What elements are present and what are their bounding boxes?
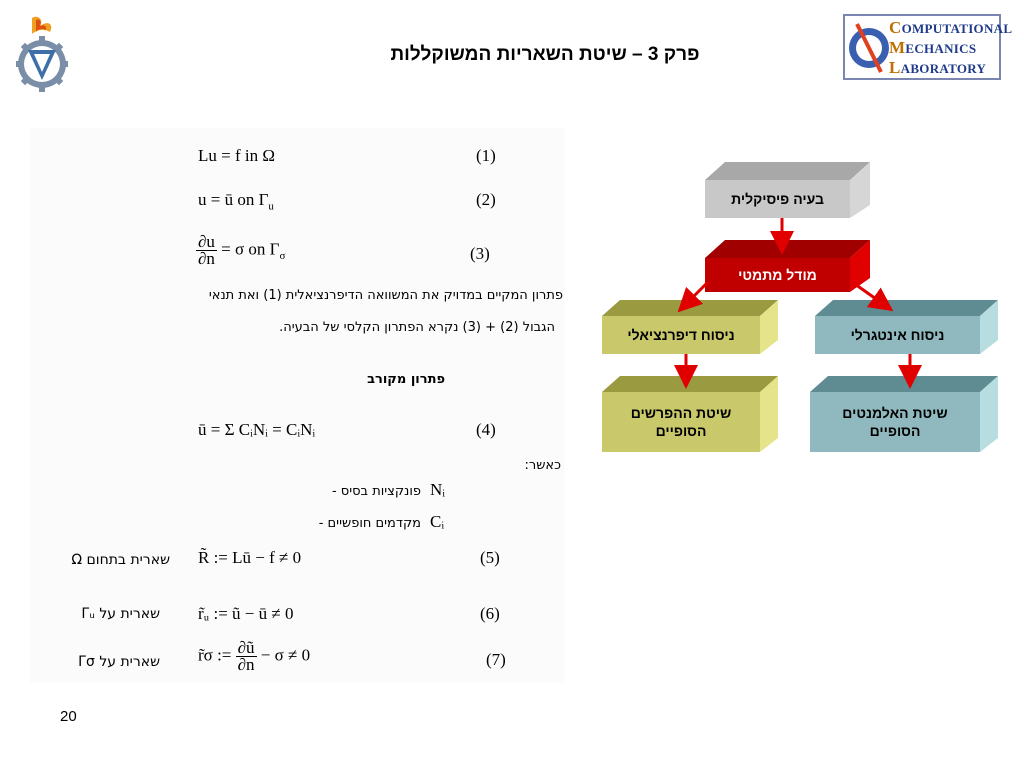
- basis-functions-label: פונקציות בסיס -: [331, 484, 421, 499]
- equation-6-number: (6): [480, 604, 500, 623]
- equation-4: ū = Σ CᵢNᵢ = CᵢNᵢ: [198, 420, 316, 439]
- equation-6: r̃ᵤ := ũ − ū ≠ 0: [198, 604, 294, 623]
- classical-solution-text-line1: פתרון המקיים במדויק את המשוואה הדיפרנציאלית (1) ואת תנאי: [208, 288, 563, 303]
- equation-5: R̃ := Lū − f ≠ 0: [198, 548, 302, 567]
- finite-difference-box-top: [602, 376, 778, 392]
- math-model-box: מודל מתמטי: [738, 267, 817, 283]
- page-number: 20: [60, 708, 77, 725]
- differential-box-top: [602, 300, 778, 316]
- equation-3: $\frac{\partial u}{\partial n}$ = σ on $\Gamma_\sigma$: [198, 232, 286, 268]
- equation-7: r̃σ := $\frac{\partial ũ}{\partial n}$ − σ ≠ 0: [198, 638, 311, 674]
- approx-solution-heading: פתרון מקורב: [367, 372, 445, 387]
- finite-element-box-top: [810, 376, 998, 392]
- lab-logo-line-1: COMPUTATIONAL: [889, 18, 1013, 37]
- equation-2: u = ū on $\Gamma_u$: [198, 190, 274, 213]
- finite-difference-box: שיטת ההפרשים הסופיים: [630, 405, 732, 439]
- physical-problem-box: בעיה פיסיקלית: [731, 191, 824, 207]
- integral-formulation-box: ניסוח אינטגרלי: [850, 327, 945, 343]
- lab-logo-graphic: [847, 18, 891, 78]
- slide-title: פרק 3 – שיטת השאריות המשוקללות: [390, 44, 700, 65]
- residual-gamma-u-label: שארית על Γᵤ: [81, 606, 160, 622]
- lab-logo: [843, 14, 1013, 80]
- math-model-box-top: [705, 240, 870, 258]
- integral-box-top: [815, 300, 998, 316]
- lab-logo-line-2: MECHANICS: [889, 38, 977, 57]
- where-label: כאשר:: [524, 458, 561, 473]
- coefficients-symbol: Cᵢ: [430, 512, 445, 531]
- equations-panel: [30, 128, 565, 683]
- institution-logo: [14, 14, 70, 94]
- equation-4-number: (4): [476, 420, 496, 439]
- equation-2-number: (2): [476, 190, 496, 209]
- differential-formulation-box: ניסוח דיפרנציאלי: [627, 327, 735, 343]
- lab-logo-line-3: LABORATORY: [889, 58, 987, 77]
- equation-5-number: (5): [480, 548, 500, 567]
- equation-1: Lu = f in Ω: [198, 146, 275, 165]
- free-coefficients-label: מקדמים חופשיים -: [318, 516, 421, 531]
- equation-3-number: (3): [470, 244, 490, 263]
- basis-symbol: Nᵢ: [430, 480, 446, 499]
- equation-7-number: (7): [486, 650, 506, 669]
- residual-gamma-sigma-label: שארית על Γσ: [78, 654, 160, 670]
- physical-problem-box-top: [705, 162, 870, 180]
- residual-domain-label: שארית בתחום Ω: [71, 552, 170, 568]
- finite-element-box: שיטת האלמנטים הסופיים: [842, 405, 948, 439]
- classical-solution-text-line2: הגבול (2) + (3) נקרא הפתרון הקלסי של הבעיה.: [279, 320, 555, 335]
- equation-1-number: (1): [476, 146, 496, 165]
